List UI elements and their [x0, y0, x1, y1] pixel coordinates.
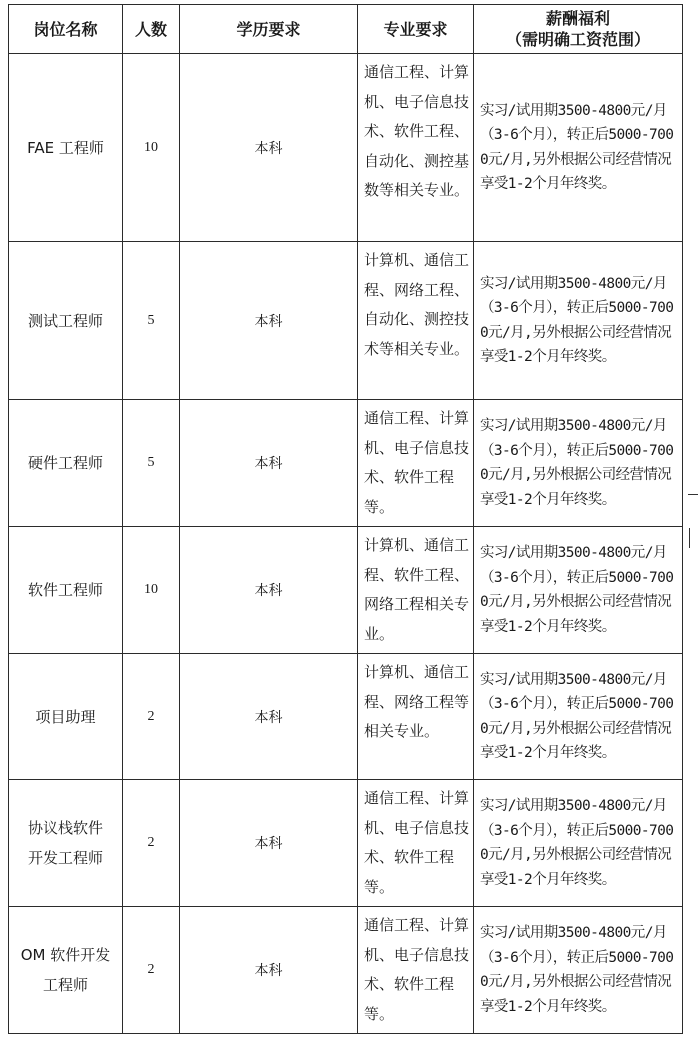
- education-cell: 本科: [180, 654, 358, 780]
- position-name: 测试工程师: [27, 311, 103, 330]
- education-cell: 本科: [180, 907, 358, 1034]
- salary-cell: 实习/试用期3500-4800元/月（3-6个月），转正后5000-7000元/月,另外根据公司经营情况享受1-2个月年终奖。: [474, 242, 683, 400]
- major-cell: 计算机、通信工程、软件工程、网络工程相关专业。: [358, 527, 474, 654]
- salary-cell: 实习/试用期3500-4800元/月（3-6个月），转正后5000-7000元/月,另外根据公司经营情况享受1-2个月年终奖。: [474, 780, 683, 907]
- education-cell: 本科: [180, 780, 358, 907]
- header-education: 学历要求: [180, 5, 358, 54]
- education-cell: 本科: [180, 400, 358, 527]
- count-cell: 10: [123, 527, 180, 654]
- salary-cell: 实习/试用期3500-4800元/月（3-6个月），转正后5000-7000元/月,另外根据公司经营情况享受1-2个月年终奖。: [474, 400, 683, 527]
- text-cursor-marker: [689, 528, 690, 548]
- position-cell: [9, 654, 123, 780]
- table-row: [9, 907, 683, 1034]
- job-table: [8, 4, 683, 1034]
- count-cell: 2: [123, 780, 180, 907]
- major-cell: 计算机、通信工程、网络工程、自动化、测控技术等相关专业。: [358, 242, 474, 400]
- salary-cell: 实习/试用期3500-4800元/月（3-6个月），转正后5000-7000元/月,另外根据公司经营情况享受1-2个月年终奖。: [474, 54, 683, 242]
- salary-cell: 实习/试用期3500-4800元/月（3-6个月），转正后5000-7000元/月,另外根据公司经营情况享受1-2个月年终奖。: [474, 527, 683, 654]
- header-salary: [474, 5, 683, 54]
- position-cell: [9, 54, 123, 242]
- count-cell: 10: [123, 54, 180, 242]
- major-cell: 通信工程、计算机、电子信息技术、软件工程等。: [358, 400, 474, 527]
- page-edge-marker: [688, 494, 698, 495]
- table-row: [9, 400, 683, 527]
- position-name: 项目助理: [35, 707, 96, 726]
- table-row: [9, 780, 683, 907]
- header-salary-line2: （需明确工资范围）: [505, 30, 650, 49]
- position-cell: [9, 907, 123, 1034]
- count-cell: 2: [123, 654, 180, 780]
- header-row: [9, 5, 683, 54]
- position-name-line2: 工程师: [42, 976, 88, 994]
- count-cell: 5: [123, 242, 180, 400]
- header-major: 专业要求: [358, 5, 474, 54]
- major-cell: 计算机、通信工程、网络工程等相关专业。: [358, 654, 474, 780]
- education-cell: 本科: [180, 242, 358, 400]
- education-cell: 本科: [180, 54, 358, 242]
- table-row: [9, 654, 683, 780]
- count-cell: 5: [123, 400, 180, 527]
- major-cell: 通信工程、计算机、电子信息技术、软件工程等。: [358, 907, 474, 1034]
- header-position: 岗位名称: [9, 5, 123, 54]
- education-cell: 本科: [180, 527, 358, 654]
- position-cell: [9, 780, 123, 907]
- position-name-line1: 协议栈软件: [27, 819, 103, 837]
- major-cell: 通信工程、计算机、电子信息技术、软件工程等。: [358, 780, 474, 907]
- position-cell: [9, 527, 123, 654]
- position-name: FAE 工程师: [27, 138, 104, 157]
- table-row: [9, 242, 683, 400]
- header-count: 人数: [123, 5, 180, 54]
- position-name-line2: 开发工程师: [27, 849, 103, 867]
- salary-cell: 实习/试用期3500-4800元/月（3-6个月），转正后5000-7000元/月,另外根据公司经营情况享受1-2个月年终奖。: [474, 907, 683, 1034]
- position-name: 软件工程师: [27, 581, 103, 599]
- position-cell: [9, 400, 123, 527]
- table-row: [9, 527, 683, 654]
- table-row: [9, 54, 683, 242]
- header-salary-line1: 薪酬福利: [545, 9, 610, 28]
- position-name: 硬件工程师: [27, 454, 103, 472]
- position-name-line1: OM 软件开发: [20, 946, 111, 964]
- count-cell: 2: [123, 907, 180, 1034]
- salary-cell: 实习/试用期3500-4800元/月（3-6个月），转正后5000-7000元/月,另外根据公司经营情况享受1-2个月年终奖。: [474, 654, 683, 780]
- major-cell: 通信工程、计算机、电子信息技术、软件工程、自动化、测控基数等相关专业。: [358, 54, 474, 242]
- position-cell: [9, 242, 123, 400]
